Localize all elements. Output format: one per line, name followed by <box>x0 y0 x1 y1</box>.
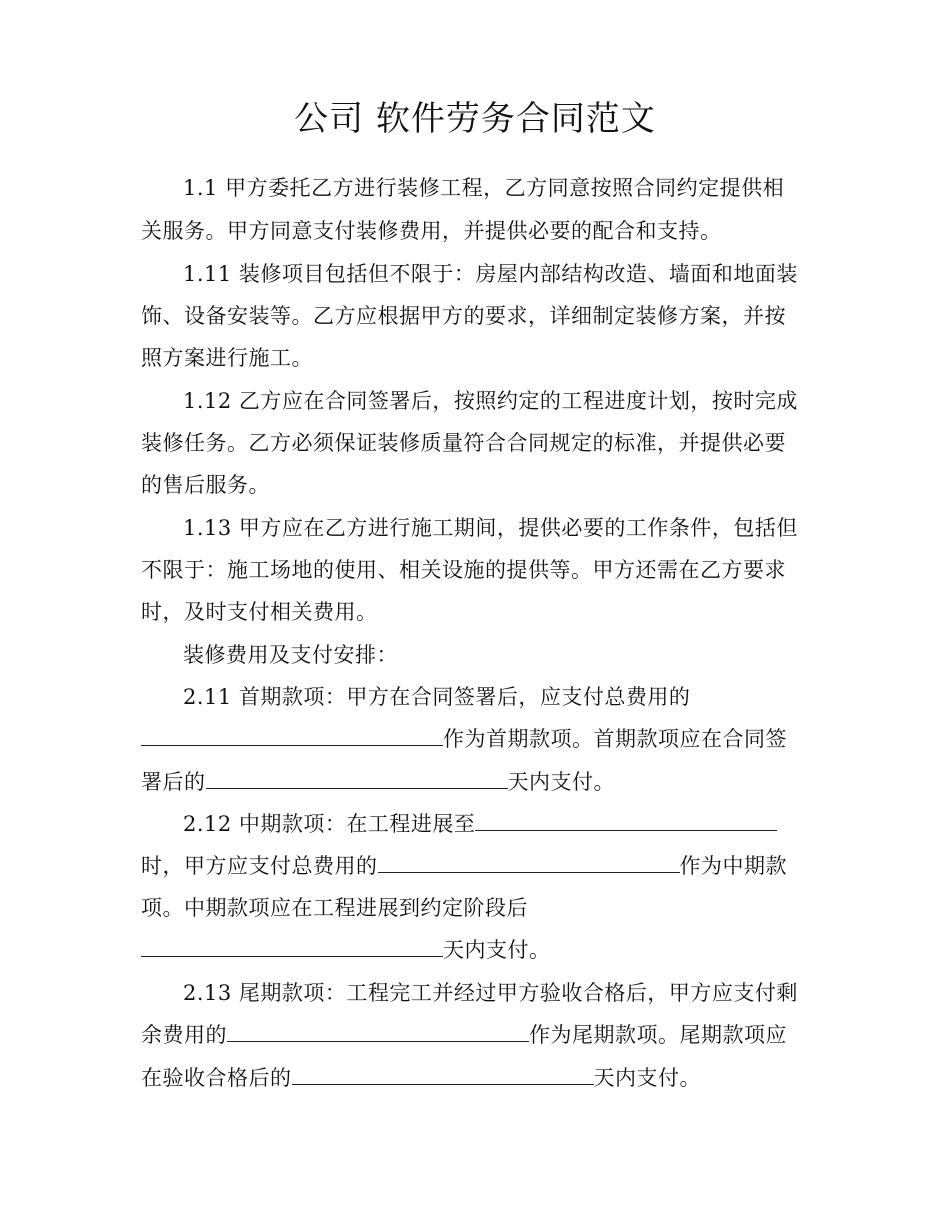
clause-2-12-line-2-prefix: 时，甲方应支付总费用的 <box>141 854 378 878</box>
clause-1-13-line-1: 1.13 甲方应在乙方进行施工期间，提供必要的工作条件，包括但 <box>183 516 798 540</box>
clause-1-12-line-2: 装修任务。乙方必须保证装修质量符合合同规定的标准，并提供必要 <box>141 431 786 455</box>
clause-1-1-line-1: 1.1 甲方委托乙方进行装修工程，乙方同意按照合同约定提供相 <box>183 176 785 200</box>
clause-2-13-line-1: 2.13 尾期款项：工程完工并经过甲方验收合格后，甲方应支付剩 <box>183 981 798 1005</box>
clause-2-12-line-4-suffix: 天内支付。 <box>443 938 551 962</box>
mid-payment-days-blank[interactable] <box>141 938 443 957</box>
mid-payment-stage-blank[interactable] <box>475 812 777 831</box>
clause-1-13-line-3: 时，及时支付相关费用。 <box>141 600 378 624</box>
clause-1-12-line-1: 1.12 乙方应在合同签署后，按照约定的工程进度计划，按时完成 <box>183 389 798 413</box>
first-payment-days-blank[interactable] <box>206 770 508 789</box>
clause-2-11-line-3-suffix: 天内支付。 <box>507 770 615 794</box>
clause-2-12-line-2 <box>141 851 787 881</box>
clause-2-13-line-3 <box>141 1063 701 1093</box>
mid-payment-ratio-blank[interactable] <box>378 854 680 873</box>
clause-2-13-line-2-suffix: 作为尾期款项。尾期款项应 <box>529 1023 787 1047</box>
final-payment-amount-blank[interactable] <box>227 1023 529 1042</box>
clause-1-11-line-3: 照方案进行施工。 <box>141 346 313 370</box>
final-payment-days-blank[interactable] <box>292 1066 594 1085</box>
clause-1-1-line-2: 关服务。甲方同意支付装修费用，并提供必要的配合和支持。 <box>141 219 722 243</box>
clause-2-11-line-1: 2.11 首期款项：甲方在合同签署后，应支付总费用的 <box>183 685 691 709</box>
clause-2-11-line-2-text: 作为首期款项。首期款项应在合同签 <box>443 727 787 751</box>
clause-1-12-line-3: 的售后服务。 <box>141 473 270 497</box>
clause-2-13-line-2 <box>141 1020 787 1050</box>
clause-2-13-line-3-suffix: 天内支付。 <box>593 1066 701 1090</box>
clause-2-11-line-3 <box>141 767 615 797</box>
clause-2-12-line-4 <box>141 935 551 965</box>
clause-1-11-line-1: 1.11 装修项目包括但不限于：房屋内部结构改造、墙面和地面装 <box>183 262 798 286</box>
clause-2-12-line-1-text: 2.12 中期款项：在工程进展至 <box>183 812 476 836</box>
clause-2-12-line-1 <box>183 809 777 839</box>
clause-2-12-line-3: 项。中期款项应在工程进展到约定阶段后 <box>141 896 528 920</box>
payment-section-heading: 装修费用及支付安排： <box>183 643 398 667</box>
clause-1-11-line-2: 饰、设备安装等。乙方应根据甲方的要求，详细制定装修方案，并按 <box>141 304 786 328</box>
clause-2-13-line-3-prefix: 在验收合格后的 <box>141 1066 292 1090</box>
document-title: 公司 软件劳务合同范文 <box>294 99 656 139</box>
clause-2-11-line-3-prefix: 署后的 <box>141 770 206 794</box>
clause-1-13-line-2: 不限于：施工场地的使用、相关设施的提供等。甲方还需在乙方要求 <box>141 558 786 582</box>
clause-2-11-line-2 <box>141 724 787 754</box>
first-payment-ratio-blank[interactable] <box>141 727 443 746</box>
clause-2-13-line-2-prefix: 余费用的 <box>141 1023 227 1047</box>
clause-2-12-line-2-suffix: 作为中期款 <box>679 854 787 878</box>
